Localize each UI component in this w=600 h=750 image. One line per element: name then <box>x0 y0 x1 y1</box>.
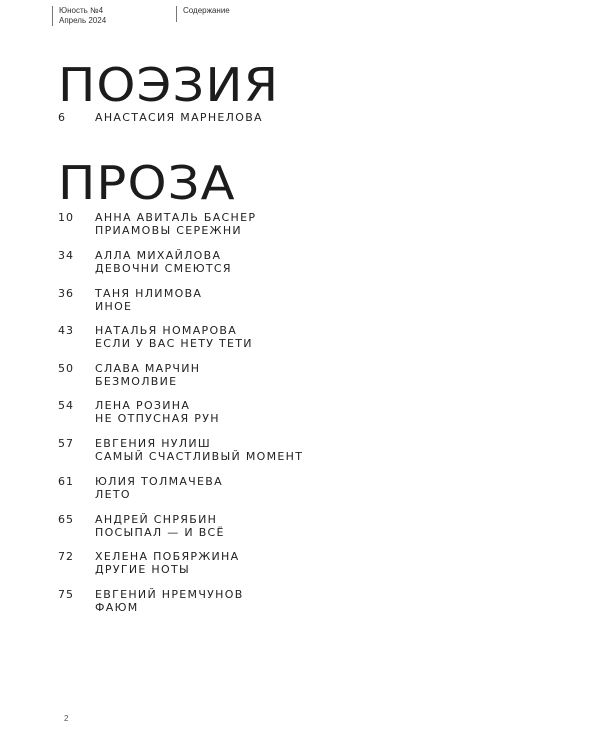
work-title: САМЫЙ СЧАСТЛИВЫЙ МОМЕНТ <box>95 450 304 463</box>
author-name: АНАСТАСИЯ МАРНЕЛОВА <box>95 111 263 124</box>
toc-entry[interactable] <box>58 211 578 241</box>
folio-page-number: 2 <box>64 714 69 723</box>
author-name: ТАНЯ НЛИМОВА <box>95 287 203 300</box>
section-name: Содержание <box>183 6 230 15</box>
author-name: СЛАВА МАРЧИН <box>95 362 201 375</box>
work-title: ПРИАМОВЫ СЕРЕЖНИ <box>95 224 242 237</box>
work-title: ДЕВОЧНИ СМЕЮТСЯ <box>95 262 232 275</box>
author-name: АЛЛА МИХАЙЛОВА <box>95 249 222 262</box>
issue-info <box>52 6 106 26</box>
page-number: 75 <box>58 588 74 601</box>
toc-entry[interactable] <box>58 362 578 392</box>
work-title: НЕ ОТПУСНАЯ РУН <box>95 412 220 425</box>
page-number: 6 <box>58 111 66 124</box>
page-number: 10 <box>58 211 74 224</box>
author-name: ХЕЛЕНА ПОБЯРЖИНА <box>95 550 240 563</box>
toc-entry[interactable] <box>58 399 578 429</box>
work-title: ДРУГИЕ НОТЫ <box>95 563 190 576</box>
toc-entry[interactable] <box>58 437 578 467</box>
toc-entry[interactable] <box>58 249 578 279</box>
prose-heading: ПРОЗА <box>58 156 236 210</box>
page-number: 65 <box>58 513 74 526</box>
page-number: 54 <box>58 399 74 412</box>
page-number: 50 <box>58 362 74 375</box>
author-name: ЕВГЕНИЙ НРЕМЧУНОВ <box>95 588 244 601</box>
work-title: ПОСЫПАЛ — И ВСЁ <box>95 526 225 539</box>
work-title: ИНОЕ <box>95 300 133 313</box>
section-label <box>176 6 230 22</box>
page-number: 36 <box>58 287 74 300</box>
work-title: ФАЮМ <box>95 601 139 614</box>
issue-number: Юность №4 <box>59 6 104 15</box>
issue-date: Апрель 2024 <box>59 16 107 25</box>
toc-entry[interactable] <box>58 513 578 543</box>
author-name: ЛЕНА РОЗИНА <box>95 399 191 412</box>
page-number: 57 <box>58 437 74 450</box>
toc-entry[interactable] <box>58 550 578 580</box>
page-number: 61 <box>58 475 74 488</box>
page-number: 43 <box>58 324 74 337</box>
toc-entry[interactable] <box>58 475 578 505</box>
toc-entry[interactable] <box>58 287 578 317</box>
work-title: ЕСЛИ У ВАС НЕТУ ТЕТИ <box>95 337 253 350</box>
toc-entry[interactable] <box>58 324 578 354</box>
author-name: АННА АВИТАЛЬ БАСНЕР <box>95 211 257 224</box>
work-title: БЕЗМОЛВИЕ <box>95 375 178 388</box>
page-number: 34 <box>58 249 74 262</box>
toc-entry[interactable] <box>58 111 578 141</box>
toc-entry[interactable] <box>58 588 578 618</box>
author-name: АНДРЕЙ СНРЯБИН <box>95 513 218 526</box>
page-header <box>52 6 592 32</box>
page-number: 72 <box>58 550 74 563</box>
author-name: ЕВГЕНИЯ НУЛИШ <box>95 437 211 450</box>
author-name: НАТАЛЬЯ НОМАРОВА <box>95 324 238 337</box>
author-name: ЮЛИЯ ТОЛМАЧЕВА <box>95 475 223 488</box>
poetry-heading: ПОЭЗИЯ <box>58 58 280 112</box>
work-title: ЛЕТО <box>95 488 131 501</box>
